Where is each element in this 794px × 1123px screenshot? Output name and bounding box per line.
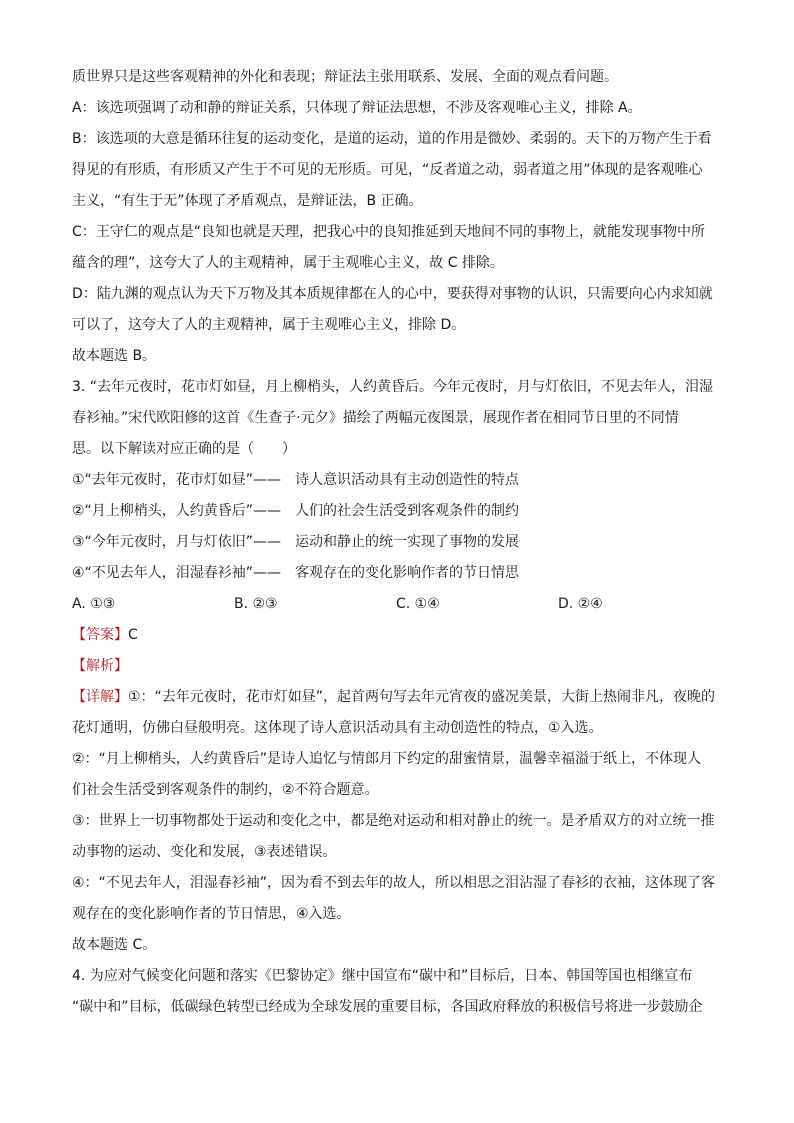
detail-line: ④：“不见去年人，泪湿春衫袖”，因为看不到去年的故人，所以相思之泪沾湿了春衫的衣袖，这体现了客 <box>72 875 716 891</box>
text-line: 可以了，这夸大了人的主观精神，属于主观唯心主义，排除 D。 <box>72 317 466 333</box>
statement-line: ①“去年元夜时，花市灯如昼”—— 诗人意识活动具有主动创造性的特点 <box>72 472 520 488</box>
detail-line: 花灯通明，仿佛白昼般明亮。这体现了诗人意识活动具有主动创造性的特点，①入选。 <box>72 720 603 736</box>
previous-analysis <box>72 62 724 372</box>
analysis-label: 【解析】 <box>72 658 128 674</box>
text-line: 主义，“有生于无”体现了矛盾观点，是辩证法，B 正确。 <box>72 193 423 209</box>
statement-line: ②“月上柳梢头，人约黄昏后”—— 人们的社会生活受到客观条件的制约 <box>72 503 520 519</box>
detail-line: 动事物的运动、变化和发展，③表述错误。 <box>72 844 337 860</box>
text-line: 质世界只是这些客观精神的外化和表现；辩证法主张用联系、发展、全面的观点看问题。 <box>72 69 618 85</box>
question-stem-line: “碳中和”目标，低碳绿色转型已经成为全球发展的重要目标，各国政府释放的积极信号将进一步鼓励企 <box>72 999 703 1015</box>
question-3 <box>72 372 724 961</box>
text-line: 蕴含的理”，这夸大了人的主观精神，属于主观唯心主义，故 C 排除。 <box>72 255 504 271</box>
text-line: 得见的有形质，有形质又产生于不可见的无形质。可见，“反者道之动，弱者道之用”体现的是客观唯心 <box>72 162 703 178</box>
detail-line <box>72 682 724 713</box>
detail-line: 们社会生活受到客观条件的制约，②不符合题意。 <box>72 782 379 798</box>
detail-label: 【详解】 <box>72 689 128 705</box>
statement-line: ④“不见去年人，泪湿春衫袖”—— 客观存在的变化影响作者的节日情思 <box>72 565 520 581</box>
question-stem-line: 思。以下解读对应正确的是（ ） <box>72 441 296 457</box>
text-line: C：王守仁的观点是“良知也就是天理，把我心中的良知推延到天地间不同的事物上，就能发现事物中所 <box>72 224 706 240</box>
text-line: B：该选项的大意是循环往复的运动变化，是道的运动，道的作用是微妙、柔弱的。天下的万物产生于看 <box>72 131 712 147</box>
question-stem-line: 3. “去年元夜时，花市灯如昼，月上柳梢头，人约黄昏后。今年元夜时，月与灯依旧，不见去年人，泪湿 <box>72 379 714 395</box>
option-b: B. ②③ <box>234 596 278 612</box>
answer-label: 【答案】 <box>72 627 128 643</box>
statement-line: ③“今年元夜时，月与灯依旧”—— 运动和静止的统一实现了事物的发展 <box>72 534 520 550</box>
detail-text: ①：“去年元夜时，花市灯如昼”，起首两句写去年元宵夜的盛况美景，大街上热闹非凡，夜晚的 <box>128 689 716 705</box>
option-a: A. ①③ <box>72 596 116 612</box>
detail-line: ③：世界上一切事物都处于运动和变化之中，都是绝对运动和相对静止的统一。是矛盾双方的对立统一推 <box>72 813 715 829</box>
document-page <box>72 62 724 1023</box>
answer-options <box>72 589 724 620</box>
option-c: C. ①④ <box>396 596 440 612</box>
question-stem-line: 4. 为应对气候变化问题和落实《巴黎协定》继中国宣布“碳中和”目标后，日本、韩国等国也相继宣布 <box>72 968 693 984</box>
text-line: A：该选项强调了动和静的辩证关系，只体现了辩证法思想，不涉及客观唯心主义，排除 A。 <box>72 100 642 116</box>
text-line: D：陆九渊的观点认为天下万物及其本质规律都在人的心中，要获得对事物的认识，只需要向心内求知就 <box>72 286 713 302</box>
question-4 <box>72 961 724 1023</box>
detail-line: ②：“月上柳梢头，人约黄昏后”是诗人追忆与情郎月下约定的甜蜜情景，温馨幸福溢于纸上，不体现人 <box>72 751 702 767</box>
question-stem-line: 春衫袖。”宋代欧阳修的这首《生查子·元夕》描绘了两幅元夜图景，展现作者在相同节日里的不同情 <box>72 410 679 426</box>
analysis-line <box>72 651 724 682</box>
answer-line <box>72 620 724 651</box>
detail-line: 故本题选 C。 <box>72 937 157 953</box>
option-d: D. ②④ <box>558 596 603 612</box>
answer-value: C <box>128 627 138 643</box>
text-line: 故本题选 B。 <box>72 348 157 364</box>
detail-line: 观存在的变化影响作者的节日情思，④入选。 <box>72 906 351 922</box>
